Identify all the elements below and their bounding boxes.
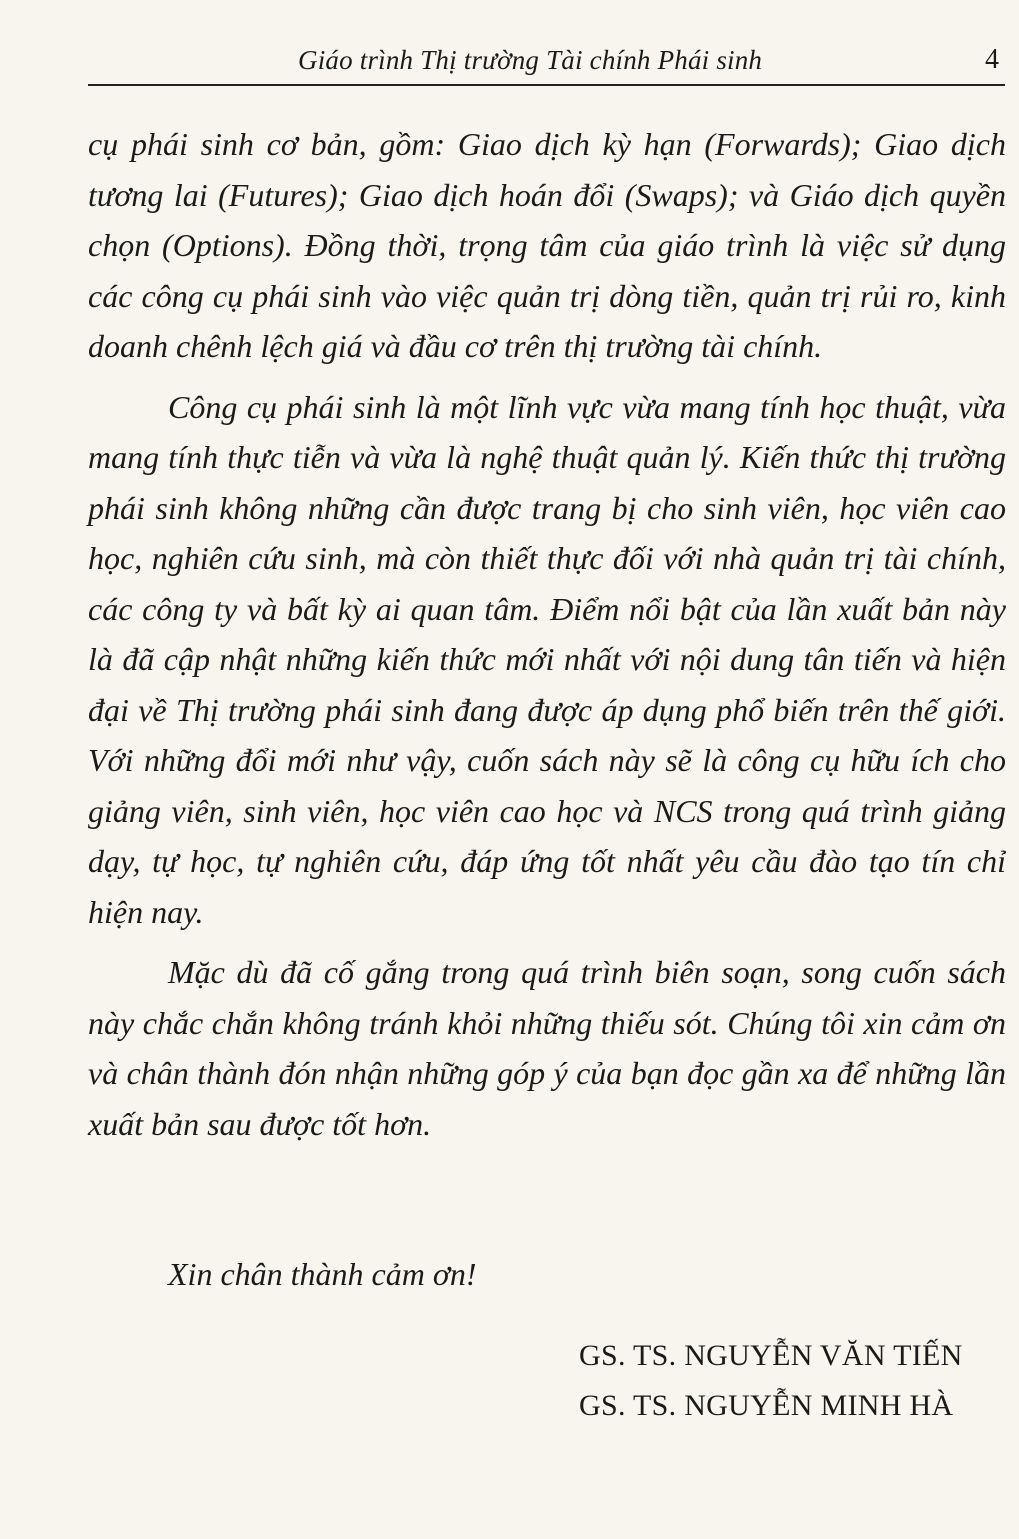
running-header bbox=[88, 40, 1005, 86]
page-number: 4 bbox=[985, 44, 999, 75]
author-signature: GS. TS. NGUYỄN MINH HÀ bbox=[579, 1389, 954, 1422]
body-text bbox=[88, 119, 1006, 1149]
paragraph-derivatives-overview: Công cụ phái sinh là một lĩnh vực vừa mang tính học thuật, vừa mang tính thực tiễn và vừa là nghệ thuật quản lý. Kiến thức thị trường phái sinh không những cần được trang bị cho sinh viên, học viên cao học, nghiên cứu sinh, mà còn thiết thực đối với nhà quản trị tài chính, các công ty và bất kỳ ai quan tâm. Điểm nổi bật của lần xuất bản này là đã cập nhật những kiến thức mới nhất với nội dung tân tiến và hiện đại về Thị trường phái sinh đang được áp dụng phổ biến trên thế giới. Với những đổi mới như vậy, cuốn sách này sẽ là công cụ hữu ích cho giảng viên, sinh viên, học viên cao học và NCS trong quá trình giảng dạy, tự học, tự nghiên cứu, đáp ứng tốt nhất yêu cầu đào tạo tín chỉ hiện nay. bbox=[88, 388, 1006, 930]
author-signature: GS. TS. NGUYỄN VĂN TIẾN bbox=[579, 1339, 963, 1372]
closing-thanks: Xin chân thành cảm ơn! bbox=[168, 1256, 477, 1292]
author-signatures bbox=[579, 1331, 963, 1431]
paragraph-continuation: cụ phái sinh cơ bản, gồm: Giao dịch kỳ hạn (Forwards); Giao dịch tương lai (Futures); Giao dịch hoán đổi (Swaps); và Giáo dịch quyền chọn (Options). Đồng thời, trọng tâm của giáo trình là việc sử dụng các công cụ phái sinh vào việc quản trị dòng tiền, quản trị rủi ro, kinh doanh chênh lệch giá và đầu cơ trên thị trường tài chính. bbox=[88, 126, 1006, 364]
running-title: Giáo trình Thị trường Tài chính Phái sinh bbox=[298, 45, 763, 75]
paragraph-acknowledgement: Mặc dù đã cố gắng trong quá trình biên soạn, song cuốn sách này chắc chắn không tránh khỏi những thiếu sót. Chúng tôi xin cảm ơn và chân thành đón nhận những góp ý của bạn đọc gần xa để những lần xuất bản sau được tốt hơn. bbox=[88, 954, 1006, 1142]
